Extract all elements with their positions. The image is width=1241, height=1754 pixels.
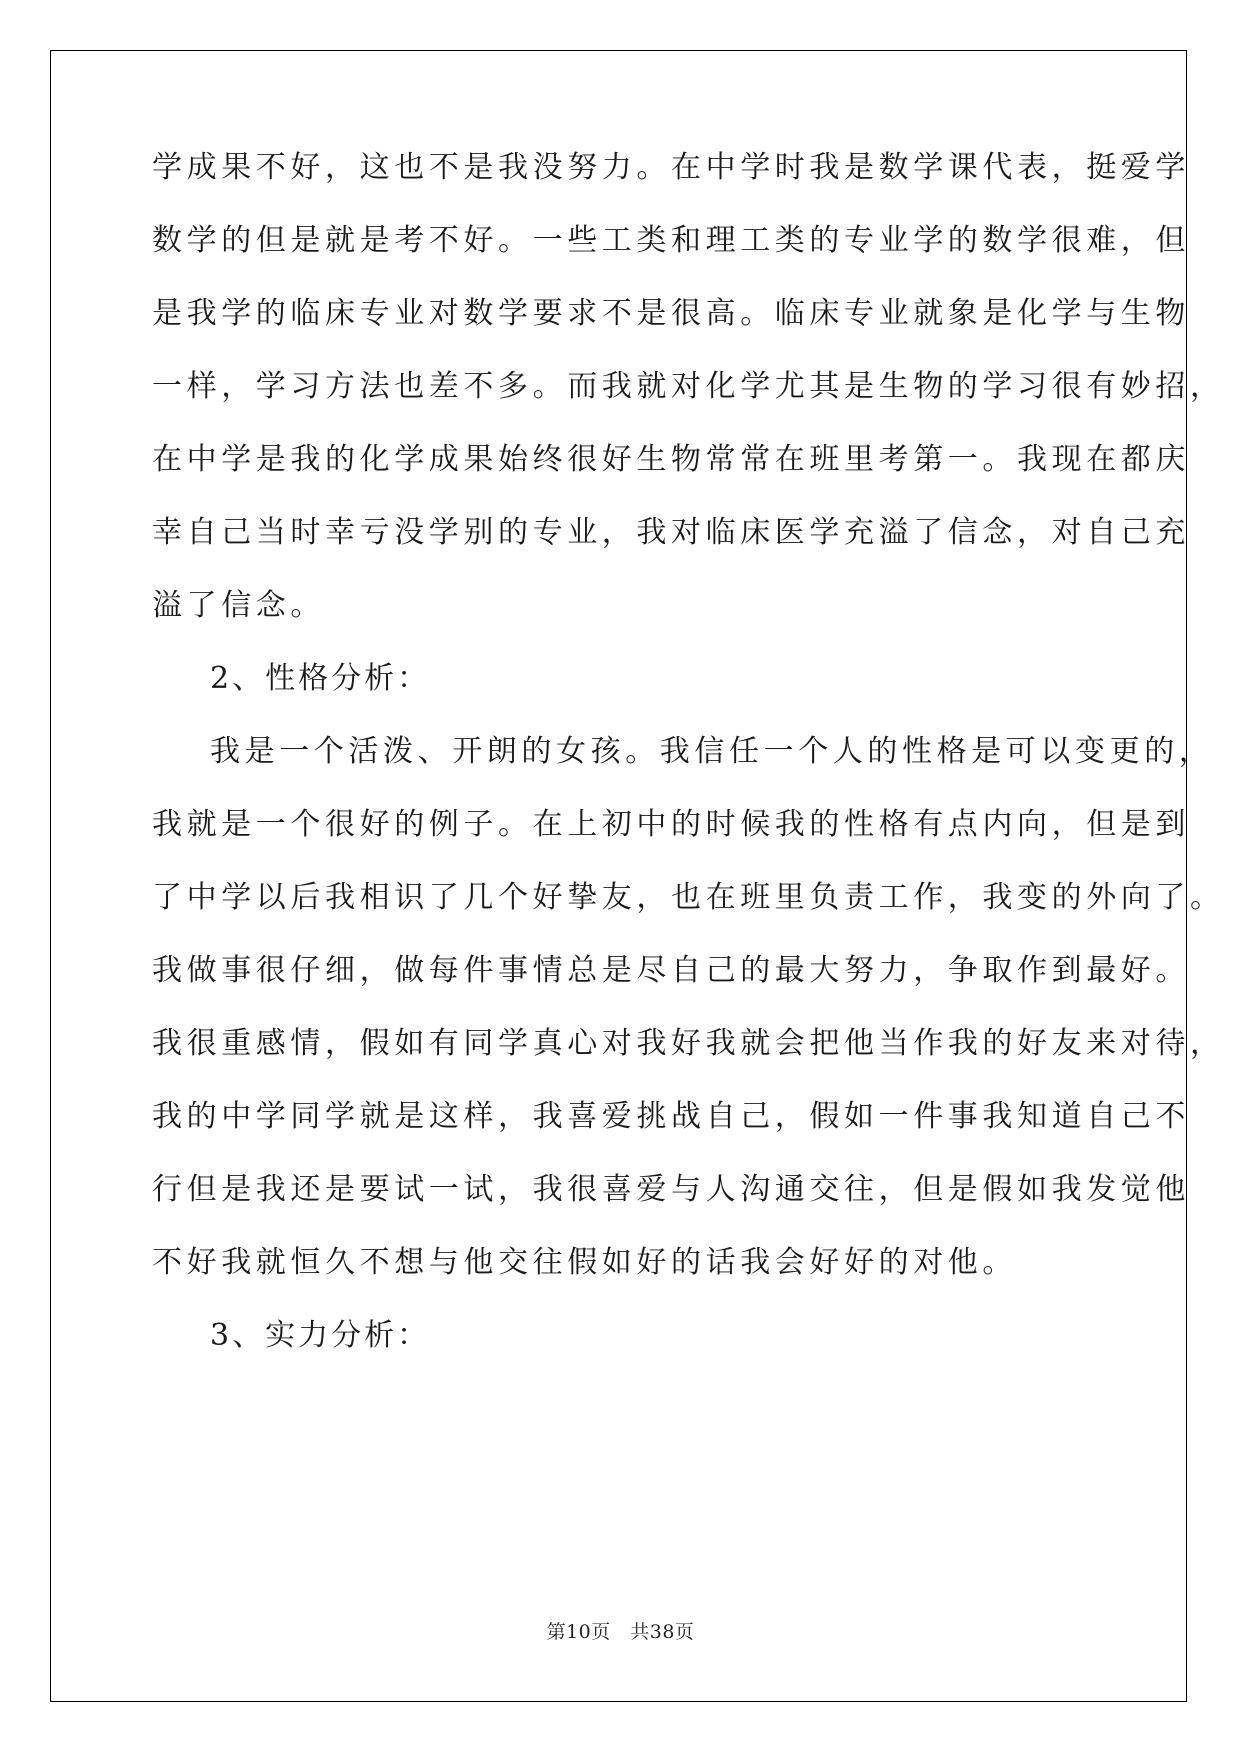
body-line: 我做事很仔细，做每件事情总是尽自己的最大努力，争取作到最好。 <box>152 953 1190 988</box>
page-number-footer: 第10页 共38页 <box>546 1621 695 1643</box>
body-line: 不好我就恒久不想与他交往假如好的话我会好好的对他。 <box>152 1245 1017 1280</box>
body-line: 幸自己当时幸亏没学别的专业，我对临床医学充溢了信念，对自己充 <box>152 515 1190 550</box>
body-line: 行但是我还是要试一试，我很喜爱与人沟通交往，但是假如我发觉他 <box>152 1172 1190 1207</box>
body-line: 数学的但是就是考不好。一些工类和理工类的专业学的数学很难，但 <box>152 223 1190 258</box>
body-line: 溢了信念。 <box>152 588 325 623</box>
body-line: 一样，学习方法也差不多。而我就对化学尤其是生物的学习很有妙招， <box>152 369 1225 404</box>
body-line: 在中学是我的化学成果始终很好生物常常在班里考第一。我现在都庆 <box>152 442 1190 477</box>
body-line: 我就是一个很好的例子。在上初中的时候我的性格有点内向，但是到 <box>152 807 1190 842</box>
section-heading-personality: 2、性格分析： <box>210 661 431 696</box>
section-heading-ability: 3、实力分析： <box>210 1318 431 1353</box>
body-line: 是我学的临床专业对数学要求不是很高。临床专业就象是化学与生物 <box>152 296 1190 331</box>
body-line: 我是一个活泼、开朗的女孩。我信任一个人的性格是可以变更的， <box>210 734 1214 769</box>
body-line: 了中学以后我相识了几个好挚友，也在班里负责工作，我变的外向了。 <box>152 880 1225 915</box>
body-line: 我很重感情，假如有同学真心对我好我就会把他当作我的好友来对待， <box>152 1026 1225 1061</box>
body-line: 我的中学同学就是这样，我喜爱挑战自己，假如一件事我知道自己不 <box>152 1099 1190 1134</box>
body-line: 学成果不好，这也不是我没努力。在中学时我是数学课代表，挺爱学 <box>152 150 1190 185</box>
